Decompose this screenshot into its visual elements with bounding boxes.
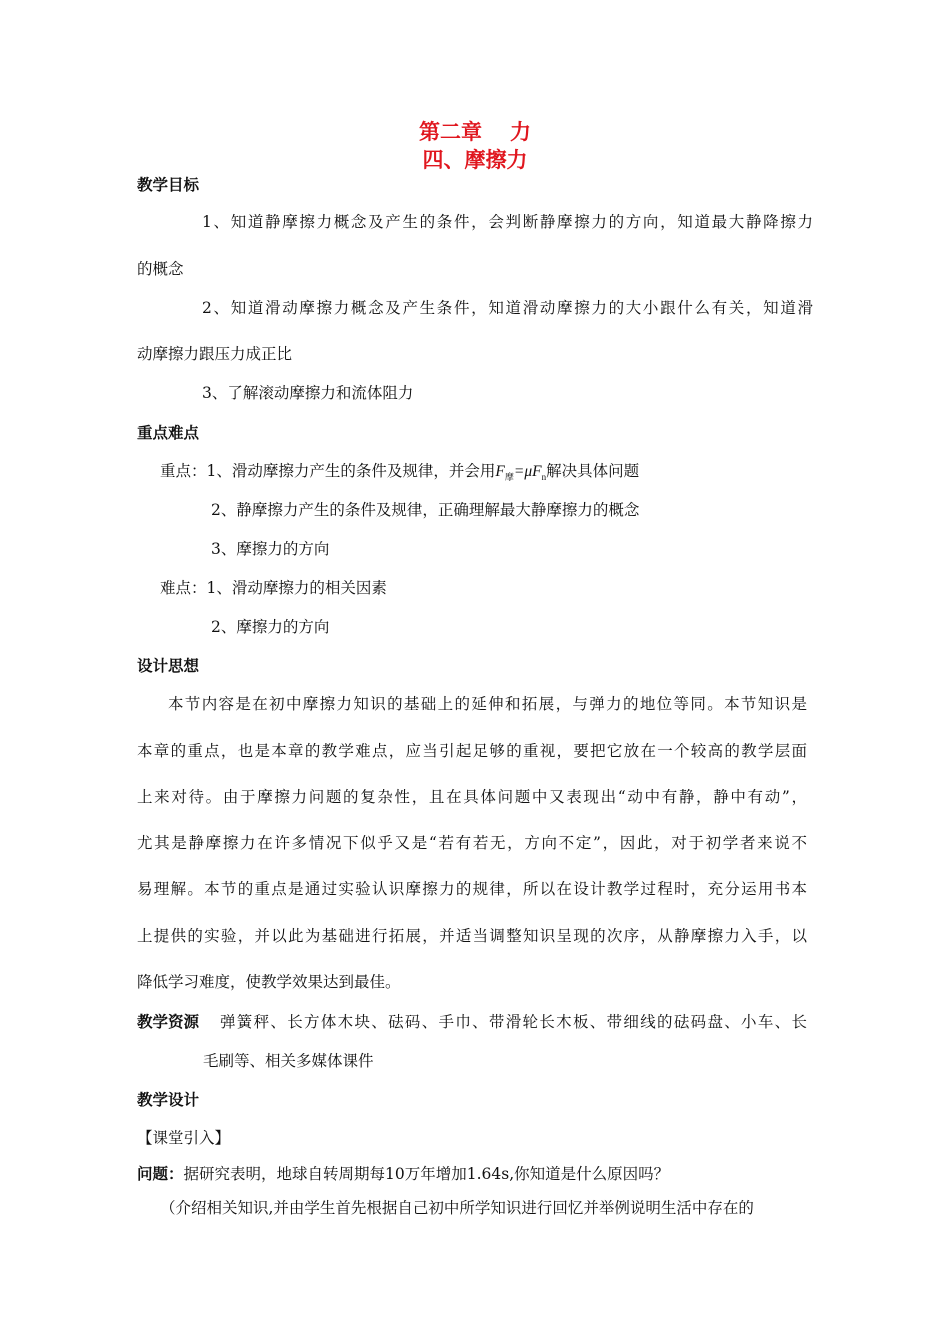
key-point-1-prefix: 重点：1、滑动摩擦力产生的条件及规律，并会用	[160, 462, 496, 480]
design-idea-line: 本章的重点，也是本章的教学难点，应当引起足够的重视，要把它放在一个较高的教学层面	[137, 742, 807, 760]
friction-formula	[495, 463, 547, 483]
difficulty-2: 2、摩擦力的方向	[211, 618, 330, 636]
goal-item-1-line-2: 的概念	[137, 260, 184, 278]
key-point-1	[160, 460, 639, 488]
goal-item-2-line-1: 2、知道滑动摩擦力概念及产生条件，知道滑动摩擦力的大小跟什么有关，知道滑	[202, 299, 813, 317]
chapter-title-word: 力	[510, 120, 531, 144]
question-text: 据研究表明，地球自转周期每10万年增加1.64s,你知道是什么原因吗？	[183, 1165, 670, 1183]
class-intro-label: 【课堂引入】	[137, 1129, 231, 1147]
goal-item-1-line-1: 1、知道静摩擦力概念及产生的条件，会判断静摩擦力的方向，知道最大静降擦力	[202, 213, 813, 231]
formula-force: F	[495, 463, 505, 480]
formula-normal-force: F	[532, 463, 542, 480]
goal-item-2-line-2: 动摩擦力跟压力成正比	[137, 345, 293, 363]
design-idea-heading: 设计思想	[137, 657, 200, 675]
chapter-title	[0, 116, 950, 146]
resources-line-1: 弹簧秤、长方体木块、砝码、手巾、带滑轮长木板、带细线的砝码盘、小车、长	[220, 1013, 807, 1031]
key-point-2: 2、静摩擦力产生的条件及规律，正确理解最大静摩擦力的概念	[211, 501, 640, 519]
teaching-design-heading: 教学设计	[137, 1091, 200, 1109]
design-idea-line: 上来对待。由于摩擦力问题的复杂性，且在具体问题中又表现出“动中有静，静中有动”，	[137, 788, 807, 806]
question-label: 问题：	[137, 1165, 184, 1183]
design-idea-line: 上提供的实验，并以此为基础进行拓展，并适当调整知识呈现的次序，从静摩擦力入手，以	[137, 927, 807, 945]
formula-subscript-friction: 摩	[504, 472, 514, 483]
design-idea-line: 本节内容是在初中摩擦力知识的基础上的延伸和拓展，与弹力的地位等同。本节知识是	[168, 695, 807, 713]
resources-heading: 教学资源	[137, 1013, 200, 1031]
key-point-3: 3、摩擦力的方向	[211, 540, 330, 558]
formula-subscript-n: n	[541, 472, 547, 483]
section-title: 四、摩擦力	[422, 148, 528, 172]
formula-equals-mu: =μ	[513, 463, 533, 480]
difficulty-1: 难点：1、滑动摩擦力的相关因素	[160, 579, 387, 597]
design-idea-line: 降低学习难度，使教学效果达到最佳。	[137, 973, 401, 991]
key-points-heading: 重点难点	[137, 424, 200, 442]
goal-item-3: 3、了解滚动摩擦力和流体阻力	[202, 384, 414, 402]
question-line	[137, 1163, 669, 1185]
design-idea-line: 尤其是静摩擦力在许多情况下似乎又是“若有若无，方向不定”，因此，对于初学者来说不	[137, 834, 807, 852]
goals-heading: 教学目标	[137, 176, 200, 194]
chapter-title-text: 第二章	[419, 120, 482, 144]
design-idea-line: 易理解。本节的重点是通过实验认识摩擦力的规律，所以在设计教学过程时，充分运用书本	[137, 880, 807, 898]
key-point-1-suffix: 解决具体问题	[546, 462, 640, 480]
note-line: （介绍相关知识,并由学生首先根据自己初中所学知识进行回忆并举例说明生活中存在的	[160, 1199, 754, 1217]
resources-line-2: 毛刷等、相关多媒体课件	[203, 1052, 374, 1070]
